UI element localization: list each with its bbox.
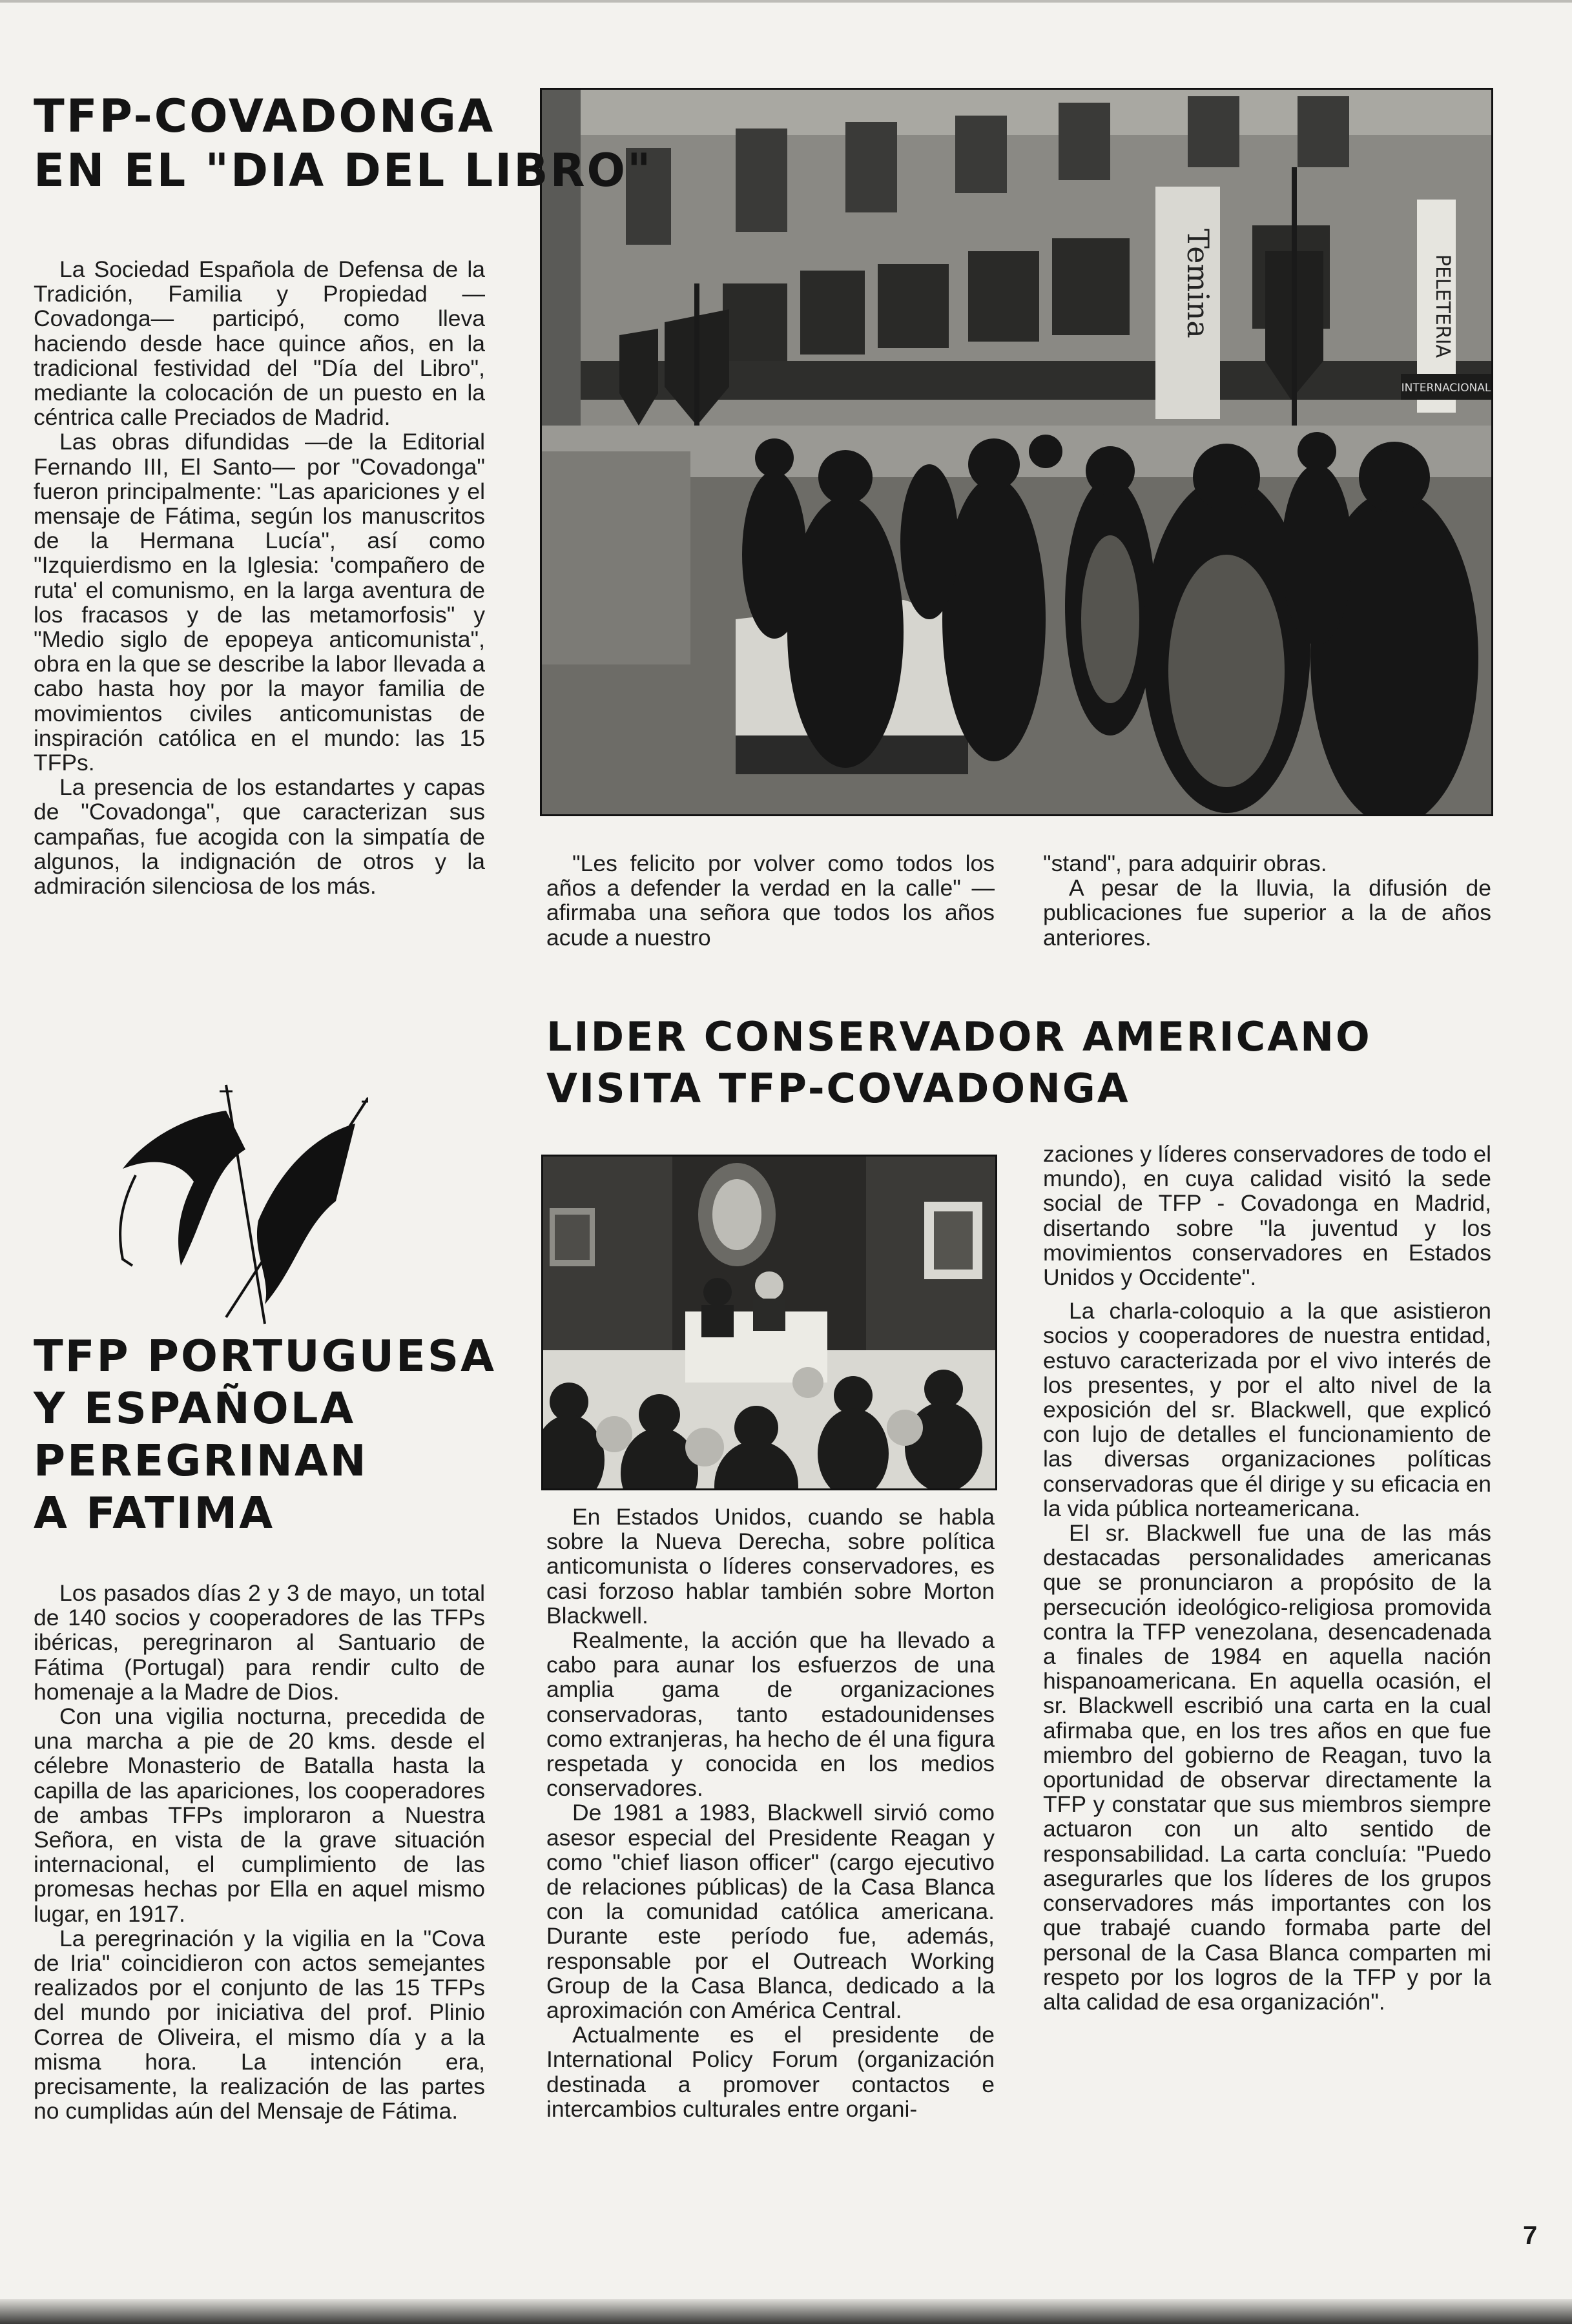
- article2-headline: [34, 1330, 496, 1539]
- article2-paragraph: Con una vigilia nocturna, precedida de una marcha a pie de 20 kms. desde el célebre Monasterio de Batalla hasta la capilla de las apariciones, los cooperadores de ambas TFPs imploraron a Nuestra Señora, en vista de la grave situación internacional, el cumplimiento de las promesas hechas por Ella en aquel mismo lugar, en 1917.: [34, 1703, 485, 1927]
- article3-paragraph: La charla-coloquio a la que asistieron socios y cooperadores de nuestra entidad, estuvo caracterizada por el vivo interés de los presentes, y por el alto nivel de la exposición del sr. Blackwell, que explicó con lujo de detalles el funcionamiento de las diversas organizaciones políticas conservadoras que él dirige y su eficacia en la vida pública norteamericana.: [1043, 1298, 1491, 1521]
- article1-paragraph: "Les felicito por volver como todos los años a defender la verdad en la calle" —afirmaba una señora que todos los años acude a nuestro: [546, 850, 995, 951]
- article2-column: [34, 1581, 485, 2123]
- article3-paragraph: De 1981 a 1983, Blackwell sirvió como asesor especial del Presidente Reagan y como "chief liason officer" (cargo ejecutivo de relaciones públicas) de la Casa Blanca con la comunidad católica americana. Durante este período fue, además, responsable por el Outreach Working Group de la Casa Blanca, dedicado a la aproximación con América Central.: [546, 1800, 995, 2024]
- article1-paragraph: La presencia de los estandartes y capas de "Covadonga", que caracterizan sus campañas, fue acogida con la simpatía de algunos, la indignación de otros y la admiración silenciosa de los más.: [34, 774, 485, 900]
- article3-right-column: [1043, 1142, 1491, 2014]
- article2-headline-line2: Y ESPAÑOLA: [34, 1383, 356, 1434]
- banner-sign-text: INTERNACIONAL: [1401, 382, 1491, 395]
- article1-headline: [34, 89, 653, 198]
- conference-scene-image: [543, 1157, 995, 1488]
- article1-left-column: [34, 257, 485, 898]
- standards-illustration: [97, 1072, 368, 1330]
- article3-paragraph: zaciones y líderes conservadores de todo el mundo), en cuya calidad visitó la sede social de TFP - Covadonga en Madrid, disertando sobre "la juventud y los movimientos conservadores en Estados Unidos y Occidente".: [1043, 1141, 1491, 1291]
- article1-paragraph: Las obras difundidas —de la Editorial Fernando III, El Santo— por "Covadonga" fueron principalmente: "Las apariciones y el mensaje de Fátima, según los manuscritos de la Hermana Lucía", así como "Izquierdismo en la Iglesia: 'compañero de ruta' el comunismo, en la larga aventura de los fracasos y de las metamorfosis" y "Medio siglo de epopeya anticomunista", obra en la que se describe la labor llevada a cabo hasta hoy por la mayor familia de movimientos civiles anticomunistas de inspiración católica en el mundo: las 15 TFPs.: [34, 429, 485, 776]
- bottom-edge: [0, 2299, 1572, 2324]
- page-number: 7: [1523, 2221, 1538, 2250]
- article2-paragraph: Los pasados días 2 y 3 de mayo, un total de 140 socios y cooperadores de las TFPs ibéricas, peregrinaron al Santuario de Fátima (Portugal) para rendir culto de homenaje a la Madre de Dios.: [34, 1580, 485, 1705]
- article3-headline: [546, 1011, 1372, 1115]
- banners-drawing: [97, 1072, 368, 1330]
- conference-photo: [541, 1155, 997, 1490]
- article1-headline-line1: TFP-COVADONGA: [34, 90, 495, 143]
- street-stand-photo: [540, 88, 1493, 816]
- article1-paragraph: La Sociedad Española de Defensa de la Tradición, Familia y Propiedad —Covadonga— participó, como lleva haciendo desde hace quince años, en la tradicional festividad del "Día del Libro", mediante la colocación de un puesto en la céntrica calle Preciados de Madrid.: [34, 256, 485, 431]
- article1-middle-column: [546, 851, 995, 950]
- article1-paragraph: A pesar de la lluvia, la difusión de publicaciones fue superior a la de años anteriores.: [1043, 875, 1491, 951]
- article3-paragraph: Realmente, la acción que ha llevado a cabo para aunar los esfuerzos de una amplia gama de organizaciones conservadoras, tanto estadounidenses como extranjeras, ha hecho de él una figura respetada y conocida en los medios conservadores.: [546, 1627, 995, 1802]
- article1-paragraph: "stand", para adquirir obras.: [1043, 850, 1327, 876]
- article2-headline-line1: TFP PORTUGUESA: [34, 1331, 496, 1381]
- top-rule: [0, 0, 1572, 3]
- store-sign-text: Temina: [1181, 229, 1215, 338]
- article2-headline-line4: A FATIMA: [34, 1488, 275, 1538]
- article1-right-column: [1043, 851, 1491, 950]
- article2-paragraph: La peregrinación y la vigilia en la "Cova de Iria" coincidieron con actos semejantes realizados por el conjunto de las 15 TFPs del mundo por iniciativa del prof. Plinio Correa de Oliveira, el mismo día y a la misma hora. La intención era, precisamente, la realización de las partes no cumplidas aún del Mensaje de Fátima.: [34, 1925, 485, 2124]
- side-sign-text: PELETERIA: [1431, 254, 1454, 358]
- street-scene-image: [542, 90, 1491, 814]
- article3-paragraph: El sr. Blackwell fue una de las más destacadas personalidades americanas que se pronunciaron a propósito de la persecución ideológico-religiosa promovida contra la TFP venezolana, desencadenada a finales de 1984 en aquella nación hispanoamericana. En aquella ocasión, el sr. Blackwell escribió una carta en la cual afirmaba que, en los tres años en que fue miembro del gobierno de Reagan, tuvo la oportunidad de observar directamente la TFP y constatar que sus miembros siempre actuaron con un alto sentido de responsabilidad. La carta concluía: "Puedo asegurarles que los líderes de los grupos conservadores más importantes con los que trabajé cuando formaba parte del personal de la Casa Blanca comparten mi respeto por los logros de la TFP y por la alta calidad de esa organización".: [1043, 1520, 1491, 2015]
- article3-middle-column: [546, 1505, 995, 2121]
- article3-paragraph: En Estados Unidos, cuando se habla sobre la Nueva Derecha, sobre política anticomunista o líderes conservadores, es casi forzoso hablar también sobre Morton Blackwell.: [546, 1504, 995, 1629]
- article3-headline-line1: LIDER CONSERVADOR AMERICANO: [546, 1013, 1372, 1060]
- article3-headline-line2: VISITA TFP-COVADONGA: [546, 1065, 1130, 1112]
- article2-headline-line3: PEREGRINAN: [34, 1435, 368, 1486]
- article3-paragraph: Actualmente es el presidente de International Policy Forum (organización destinada a promover contactos e intercambios culturales entre organi-: [546, 2022, 995, 2122]
- article1-headline-line2: EN EL "DIA DEL LIBRO": [34, 144, 653, 197]
